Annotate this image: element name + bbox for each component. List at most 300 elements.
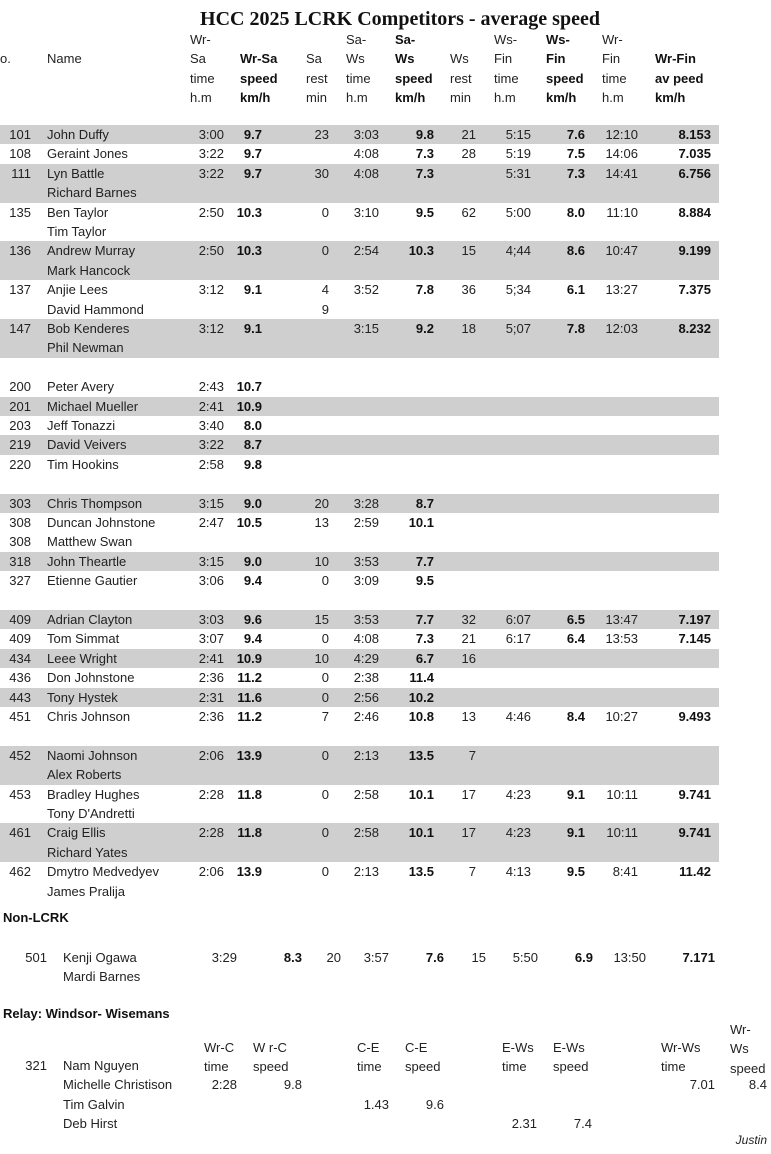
competitor-name: Leee Wright: [47, 650, 117, 666]
wsfin-time: 5:19: [505, 146, 531, 162]
wrsa-time: 2:43: [198, 379, 224, 395]
competitor-name: Lyn Battle: [47, 165, 105, 181]
sa-rest: 0: [321, 204, 329, 220]
header-wrfin-time: time: [602, 70, 627, 86]
sa-rest: 20: [314, 495, 329, 511]
wrsa-speed: 9.7: [243, 165, 262, 181]
header-wsfin-time: time: [494, 70, 519, 86]
competitor-name: Tim Taylor: [47, 224, 107, 239]
competitor-name: Naomi Johnson: [47, 747, 138, 763]
header-wsfin-time: Fin: [494, 51, 513, 67]
header-wsfin-speed: km/h: [546, 89, 577, 105]
competitor-name: David Hammond: [47, 301, 144, 317]
relay-number: 321: [25, 1058, 47, 1073]
saws-time: 2:56: [353, 689, 379, 705]
row-number: 137: [9, 282, 31, 298]
header-saws-speed: Ws: [395, 51, 415, 67]
competitor-name: Andrew Murray: [47, 243, 136, 259]
saws-speed: 7.7: [415, 553, 434, 569]
wsfin-time: 6:07: [505, 612, 531, 627]
competitor-name: Jeff Tonazzi: [47, 418, 116, 433]
competitor-name: Michael Mueller: [47, 398, 139, 414]
saws-time: 3:52: [353, 282, 379, 298]
saws-speed: 9.2: [415, 321, 434, 336]
header-wrfin-avg: Wr-Fin: [655, 51, 696, 67]
wsfin-time: 4:13: [505, 864, 531, 880]
relay-header-ce-speed: speed: [405, 1059, 441, 1075]
saws-speed: 13.5: [408, 747, 434, 763]
sa-rest: 0: [321, 670, 329, 686]
ws-rest: 7: [468, 747, 476, 763]
saws-speed: 7.6: [425, 950, 444, 965]
header-sa-rest: rest: [306, 70, 328, 86]
header-ws-rest: min: [450, 89, 471, 105]
wrsa-speed: 11.8: [237, 825, 262, 841]
competitor-name: Tim Hookins: [47, 456, 119, 472]
row-number: 318: [9, 553, 31, 569]
sa-rest: 0: [321, 864, 329, 880]
relay-ce-time: 1.43: [363, 1096, 389, 1112]
header-wsfin-speed: Fin: [546, 51, 566, 67]
wsfin-speed: 6.4: [566, 631, 585, 647]
saws-speed: 8.7: [415, 495, 434, 511]
wrsa-time: 3:12: [198, 321, 224, 336]
wsfin-speed: 6.9: [574, 950, 593, 965]
header-wrfin-time: Wr-: [602, 32, 623, 47]
row-number: 219: [9, 437, 31, 453]
wrsa-speed: 9.4: [243, 573, 262, 589]
relay-member-name: Tim Galvin: [63, 1096, 125, 1112]
wsfin-time: 4;44: [505, 243, 531, 259]
row-number: 434: [9, 650, 31, 666]
competitor-name: Etienne Gautier: [47, 573, 138, 589]
row-number: 308: [9, 515, 31, 530]
sa-rest: 10: [314, 650, 329, 666]
saws-speed: 7.3: [415, 631, 434, 647]
sa-rest: 0: [321, 747, 329, 763]
relay-member-name: Deb Hirst: [63, 1116, 118, 1132]
wrfin-time: 10:27: [605, 709, 638, 724]
saws-speed: 13.5: [408, 864, 434, 880]
wrsa-speed: 13.9: [236, 864, 262, 880]
wrsa-speed: 9.4: [243, 631, 262, 647]
header-ws-rest: Ws: [450, 51, 469, 67]
relay-ews-speed: 7.4: [573, 1116, 592, 1132]
sa-rest: 23: [314, 127, 329, 142]
relay-header-wrc-time: Wr-C: [204, 1040, 235, 1055]
wrsa-speed: 11.2: [237, 670, 262, 686]
wsfin-speed: 7.8: [566, 321, 585, 336]
relay-header-wrws-speed: speed: [730, 1060, 766, 1076]
competitor-name: Dmytro Medvedyev: [47, 864, 159, 880]
wrsa-time: 2:50: [198, 204, 224, 220]
saws-time: 4:08: [353, 146, 379, 162]
relay-wrc-speed: 9.8: [283, 1077, 302, 1093]
wsfin-speed: 6.5: [566, 612, 585, 627]
wrfin-time: 12:03: [605, 321, 638, 336]
header-wrsa-speed: Wr-Sa: [240, 51, 278, 67]
ws-rest: 17: [461, 786, 476, 802]
saws-time: 2:54: [353, 243, 379, 259]
wsfin-time: 5;34: [505, 282, 531, 298]
ws-rest: 32: [461, 612, 476, 627]
wrsa-time: 2:47: [198, 515, 224, 530]
header-saws-speed: speed: [395, 70, 433, 86]
wsfin-speed: 7.6: [566, 127, 585, 142]
saws-speed: 9.8: [415, 127, 434, 142]
row-number: 308: [9, 534, 31, 550]
wrsa-speed: 9.0: [243, 553, 262, 569]
saws-speed: 6.7: [415, 650, 434, 666]
saws-time: 3:53: [353, 553, 379, 569]
sa-rest: 4: [321, 282, 329, 298]
wrsa-time: 2:41: [198, 650, 224, 666]
row-number: 451: [9, 709, 31, 724]
wrsa-time: 3:03: [198, 612, 224, 627]
wsfin-time: 5;07: [505, 321, 531, 336]
ws-rest: 16: [461, 650, 476, 666]
wrfin-avg: 8.153: [678, 127, 711, 142]
wsfin-speed: 7.3: [566, 165, 585, 181]
sa-rest-extra: 9: [321, 301, 329, 317]
header-wrsa-time: Wr-: [190, 32, 211, 47]
row-number: 135: [9, 204, 31, 220]
wrfin-time: 11:10: [606, 204, 638, 220]
saws-time: 4:08: [353, 165, 379, 181]
competitor-name: Bob Kenderes: [47, 321, 130, 336]
wrfin-time: 13:53: [605, 631, 638, 647]
row-number: 101: [9, 127, 31, 142]
header-wrfin-avg: av peed: [655, 70, 704, 86]
saws-speed: 10.1: [408, 515, 434, 530]
sa-rest: 0: [321, 631, 329, 647]
saws-speed: 7.7: [415, 612, 434, 627]
competitor-name: Tony Hystek: [47, 689, 118, 705]
wsfin-speed: 8.6: [566, 243, 585, 259]
header-wsfin-speed: speed: [546, 70, 584, 86]
header-no: o.: [0, 51, 11, 66]
saws-time: 2:58: [353, 786, 379, 802]
row-number: 409: [9, 631, 31, 647]
sa-rest: 13: [314, 515, 329, 530]
saws-speed: 10.2: [408, 689, 434, 705]
wrfin-time: 12:10: [605, 127, 638, 142]
wrfin-time: 10:11: [606, 825, 638, 841]
saws-time: 4:29: [353, 650, 379, 666]
saws-speed: 11.4: [409, 670, 434, 686]
competitor-name: Peter Avery: [47, 379, 114, 395]
sa-rest: 0: [321, 243, 329, 259]
wrfin-time: 13:50: [613, 950, 646, 965]
wrsa-speed: 8.7: [243, 437, 262, 453]
wrsa-time: 2:06: [198, 864, 224, 880]
header-saws-time: Ws: [346, 51, 365, 67]
wrsa-time: 3:00: [198, 127, 224, 142]
wrfin-avg: 8.884: [678, 204, 711, 220]
row-number: 147: [9, 321, 31, 336]
wsfin-speed: 6.1: [566, 282, 585, 298]
wsfin-speed: 9.1: [566, 786, 585, 802]
wrfin-avg: 7.197: [678, 612, 711, 627]
relay-header-wrc-speed: W r-C: [253, 1040, 287, 1055]
relay-header-ews-speed: E-Ws: [553, 1040, 585, 1055]
saws-time: 3:15: [353, 321, 379, 336]
wrsa-time: 3:07: [198, 631, 224, 647]
sa-rest: 15: [314, 612, 329, 627]
wrsa-time: 2:06: [198, 747, 224, 763]
competitor-name: Chris Thompson: [47, 495, 143, 511]
header-ws-rest: rest: [450, 70, 472, 86]
wrfin-avg: 7.035: [678, 146, 711, 162]
wrfin-avg: 7.375: [678, 282, 711, 298]
wrsa-time: 2:41: [198, 398, 224, 414]
row-number: 436: [9, 670, 31, 686]
sa-rest: 20: [326, 950, 341, 965]
wsfin-time: 5:15: [505, 127, 531, 142]
wsfin-time: 4:23: [505, 825, 531, 841]
ws-rest: 13: [461, 709, 476, 724]
competitor-name: Alex Roberts: [47, 767, 122, 783]
competitor-name: Ben Taylor: [47, 204, 109, 220]
wrfin-time: 10:11: [606, 786, 638, 802]
relay-wrc-time: 2:28: [211, 1077, 237, 1093]
wrsa-speed: 9.1: [243, 321, 262, 336]
wrsa-speed: 9.1: [243, 282, 262, 298]
relay-header-ce-time: time: [357, 1059, 382, 1075]
competitor-name: Craig Ellis: [47, 825, 106, 841]
header-sa-rest: min: [306, 89, 327, 105]
relay-wrws-speed: 8.4: [748, 1077, 767, 1093]
relay-member-name: Michelle Christison: [63, 1077, 173, 1093]
saws-time: 2:13: [353, 864, 379, 880]
relay-header-wrws-time: time: [661, 1059, 686, 1075]
header-sa-rest: Sa: [306, 51, 322, 67]
row-number: 108: [9, 146, 31, 162]
wsfin-speed: 9.1: [566, 825, 585, 841]
saws-time: 2:38: [353, 670, 379, 686]
wrsa-time: 3:22: [198, 146, 224, 162]
competitor-name: Tony D'Andretti: [47, 806, 135, 821]
saws-speed: 7.3: [415, 165, 434, 181]
sa-rest: 7: [321, 709, 329, 724]
saws-speed: 9.5: [415, 204, 434, 220]
section-non-lcrk: Non-LCRK: [3, 910, 69, 925]
ws-rest: 15: [471, 950, 486, 965]
ws-rest: 28: [461, 146, 476, 162]
competitor-name: Tom Simmat: [47, 631, 120, 647]
sa-rest: 0: [321, 786, 329, 802]
wrsa-time: 2:58: [198, 456, 224, 472]
header-saws-time: h.m: [346, 89, 368, 105]
row-number: 136: [9, 243, 31, 259]
relay-header-wrc-speed: speed: [253, 1059, 289, 1075]
competitor-name: Mark Hancock: [47, 262, 131, 278]
row-number: 409: [9, 612, 31, 627]
wrfin-avg: 8.232: [678, 321, 711, 336]
ws-rest: 21: [461, 631, 476, 647]
competitor-name: John Duffy: [47, 127, 109, 142]
header-wrsa-time: Sa: [190, 51, 206, 67]
row-number: 452: [9, 747, 31, 763]
ws-rest: 15: [461, 243, 476, 259]
wrsa-time: 3:12: [198, 282, 224, 298]
wrsa-speed: 9.0: [243, 495, 262, 511]
wrsa-time: 2:36: [198, 709, 224, 724]
wrfin-time: 8:41: [612, 864, 638, 880]
row-number: 201: [9, 398, 31, 414]
ws-rest: 17: [461, 825, 476, 841]
saws-time: 3:57: [363, 950, 389, 965]
wrfin-avg: 9.199: [678, 243, 711, 259]
competitor-name: Chris Johnson: [47, 709, 131, 724]
wrsa-time: 2:28: [198, 825, 224, 841]
saws-speed: 7.3: [415, 146, 434, 162]
competitor-name: Kenji Ogawa: [63, 950, 137, 965]
relay-header-ews-time: time: [502, 1059, 527, 1075]
wsfin-time: 4:23: [505, 786, 531, 802]
wrfin-time: 10:47: [605, 243, 638, 259]
relay-header-ews-speed: speed: [553, 1059, 589, 1075]
row-number: 111: [11, 165, 31, 181]
competitor-name: Bradley Hughes: [47, 786, 140, 802]
saws-speed: 10.1: [408, 786, 434, 802]
saws-speed: 10.8: [408, 709, 434, 724]
wsfin-time: 6:17: [505, 631, 531, 647]
wsfin-time: 5:00: [505, 204, 531, 220]
saws-speed: 10.3: [408, 243, 434, 259]
wsfin-time: 5:31: [505, 165, 531, 181]
wsfin-speed: 8.0: [566, 204, 585, 220]
relay-header-ce-time: C-E: [357, 1040, 380, 1055]
ws-rest: 18: [461, 321, 476, 336]
sa-rest: 0: [321, 573, 329, 589]
competitor-name: Matthew Swan: [47, 534, 133, 550]
header-wsfin-time: Ws-: [494, 32, 518, 47]
wrsa-speed: 9.7: [243, 127, 262, 142]
sa-rest: 0: [321, 825, 329, 841]
row-number: 200: [9, 379, 31, 395]
header-saws-time: time: [346, 70, 371, 86]
wrsa-time: 3:15: [198, 553, 224, 569]
competitor-name: David Veivers: [47, 437, 127, 453]
ws-rest: 7: [468, 864, 476, 880]
wsfin-time: 4:46: [505, 709, 531, 724]
wrsa-time: 3:06: [198, 573, 224, 589]
row-number: 203: [9, 418, 31, 433]
wrsa-speed: 10.7: [236, 379, 262, 395]
row-number: 501: [25, 950, 47, 965]
wrfin-avg: 11.42: [679, 864, 711, 880]
header-saws-speed: Sa-: [395, 32, 416, 47]
saws-time: 3:10: [353, 204, 379, 220]
wrsa-speed: 8.3: [283, 950, 302, 965]
saws-time: 3:28: [353, 495, 379, 511]
wrsa-time: 3:22: [198, 437, 224, 453]
competitor-name: Don Johnstone: [47, 670, 135, 686]
wsfin-speed: 7.5: [566, 146, 585, 162]
row-number: 462: [9, 864, 31, 880]
wrfin-time: 13:27: [605, 282, 638, 298]
row-number: 327: [9, 573, 31, 589]
wrsa-time: 2:31: [198, 689, 224, 705]
header-wrfin-time: Fin: [602, 51, 621, 67]
saws-time: 3:03: [353, 127, 379, 142]
wrsa-speed: 13.9: [236, 747, 262, 763]
saws-time: 2:46: [353, 709, 379, 724]
saws-time: 4:08: [353, 631, 379, 647]
header-saws-speed: km/h: [395, 89, 426, 105]
saws-speed: 9.5: [415, 573, 434, 589]
sa-rest: 10: [314, 553, 329, 569]
wsfin-speed: 8.4: [566, 709, 585, 724]
saws-speed: 7.8: [415, 282, 434, 298]
relay-header-wrws-speed: Wr-: [730, 1022, 751, 1037]
relay-member-name: Nam Nguyen: [63, 1058, 139, 1073]
wrsa-speed: 10.5: [236, 515, 262, 530]
competitor-name: Anjie Lees: [47, 282, 108, 298]
wrsa-speed: 11.2: [237, 709, 262, 724]
header-wrsa-speed: speed: [240, 70, 278, 86]
wrfin-avg: 9.741: [678, 825, 711, 841]
relay-wrws-time: 7.01: [689, 1077, 715, 1093]
competitor-name: Richard Barnes: [47, 185, 137, 201]
wrfin-avg: 9.493: [678, 709, 711, 724]
wsfin-time: 5:50: [512, 950, 538, 965]
wrfin-avg: 9.741: [678, 786, 711, 802]
competitor-name: Duncan Johnstone: [47, 515, 156, 530]
competitor-name: Adrian Clayton: [47, 612, 133, 627]
ws-rest: 36: [461, 282, 476, 298]
header-wsfin-time: h.m: [494, 89, 516, 105]
wrsa-speed: 11.6: [237, 689, 262, 705]
wrsa-speed: 10.3: [236, 243, 262, 259]
header-wsfin-speed: Ws-: [546, 32, 570, 47]
header-wrfin-avg: km/h: [655, 89, 686, 105]
signature: Justin: [735, 1133, 767, 1147]
wrfin-avg: 7.171: [682, 950, 715, 965]
competitor-name: John Theartle: [47, 553, 127, 569]
wrfin-time: 14:06: [605, 146, 638, 162]
wsfin-speed: 9.5: [566, 864, 585, 880]
wrsa-time: 3:40: [198, 418, 224, 433]
saws-speed: 10.1: [408, 825, 434, 841]
relay-header-wrws-speed: Ws: [730, 1041, 749, 1057]
wrsa-time: 2:36: [198, 670, 224, 686]
sa-rest: 0: [321, 689, 329, 705]
competitor-name: Phil Newman: [47, 340, 124, 356]
relay-header-ce-speed: C-E: [405, 1040, 428, 1055]
wrfin-time: 13:47: [605, 612, 638, 627]
header-saws-time: Sa-: [346, 32, 367, 47]
header-name: Name: [47, 51, 82, 66]
saws-time: 3:53: [353, 612, 379, 627]
wrsa-time: 3:29: [211, 950, 237, 965]
ws-rest: 62: [461, 204, 476, 220]
saws-time: 2:58: [353, 825, 379, 841]
saws-time: 2:13: [353, 747, 379, 763]
header-wrfin-time: h.m: [602, 89, 624, 105]
wrfin-avg: 6.756: [678, 165, 711, 181]
wrsa-time: 3:22: [198, 165, 224, 181]
header-wrsa-time: h.m: [190, 89, 212, 105]
wrfin-time: 14:41: [605, 165, 638, 181]
saws-time: 3:09: [353, 573, 379, 589]
wrsa-time: 2:28: [198, 786, 224, 802]
wrsa-time: 3:15: [198, 495, 224, 511]
wrsa-time: 2:50: [198, 243, 224, 259]
wrsa-speed: 9.6: [243, 612, 262, 627]
wrsa-speed: 10.9: [236, 650, 262, 666]
